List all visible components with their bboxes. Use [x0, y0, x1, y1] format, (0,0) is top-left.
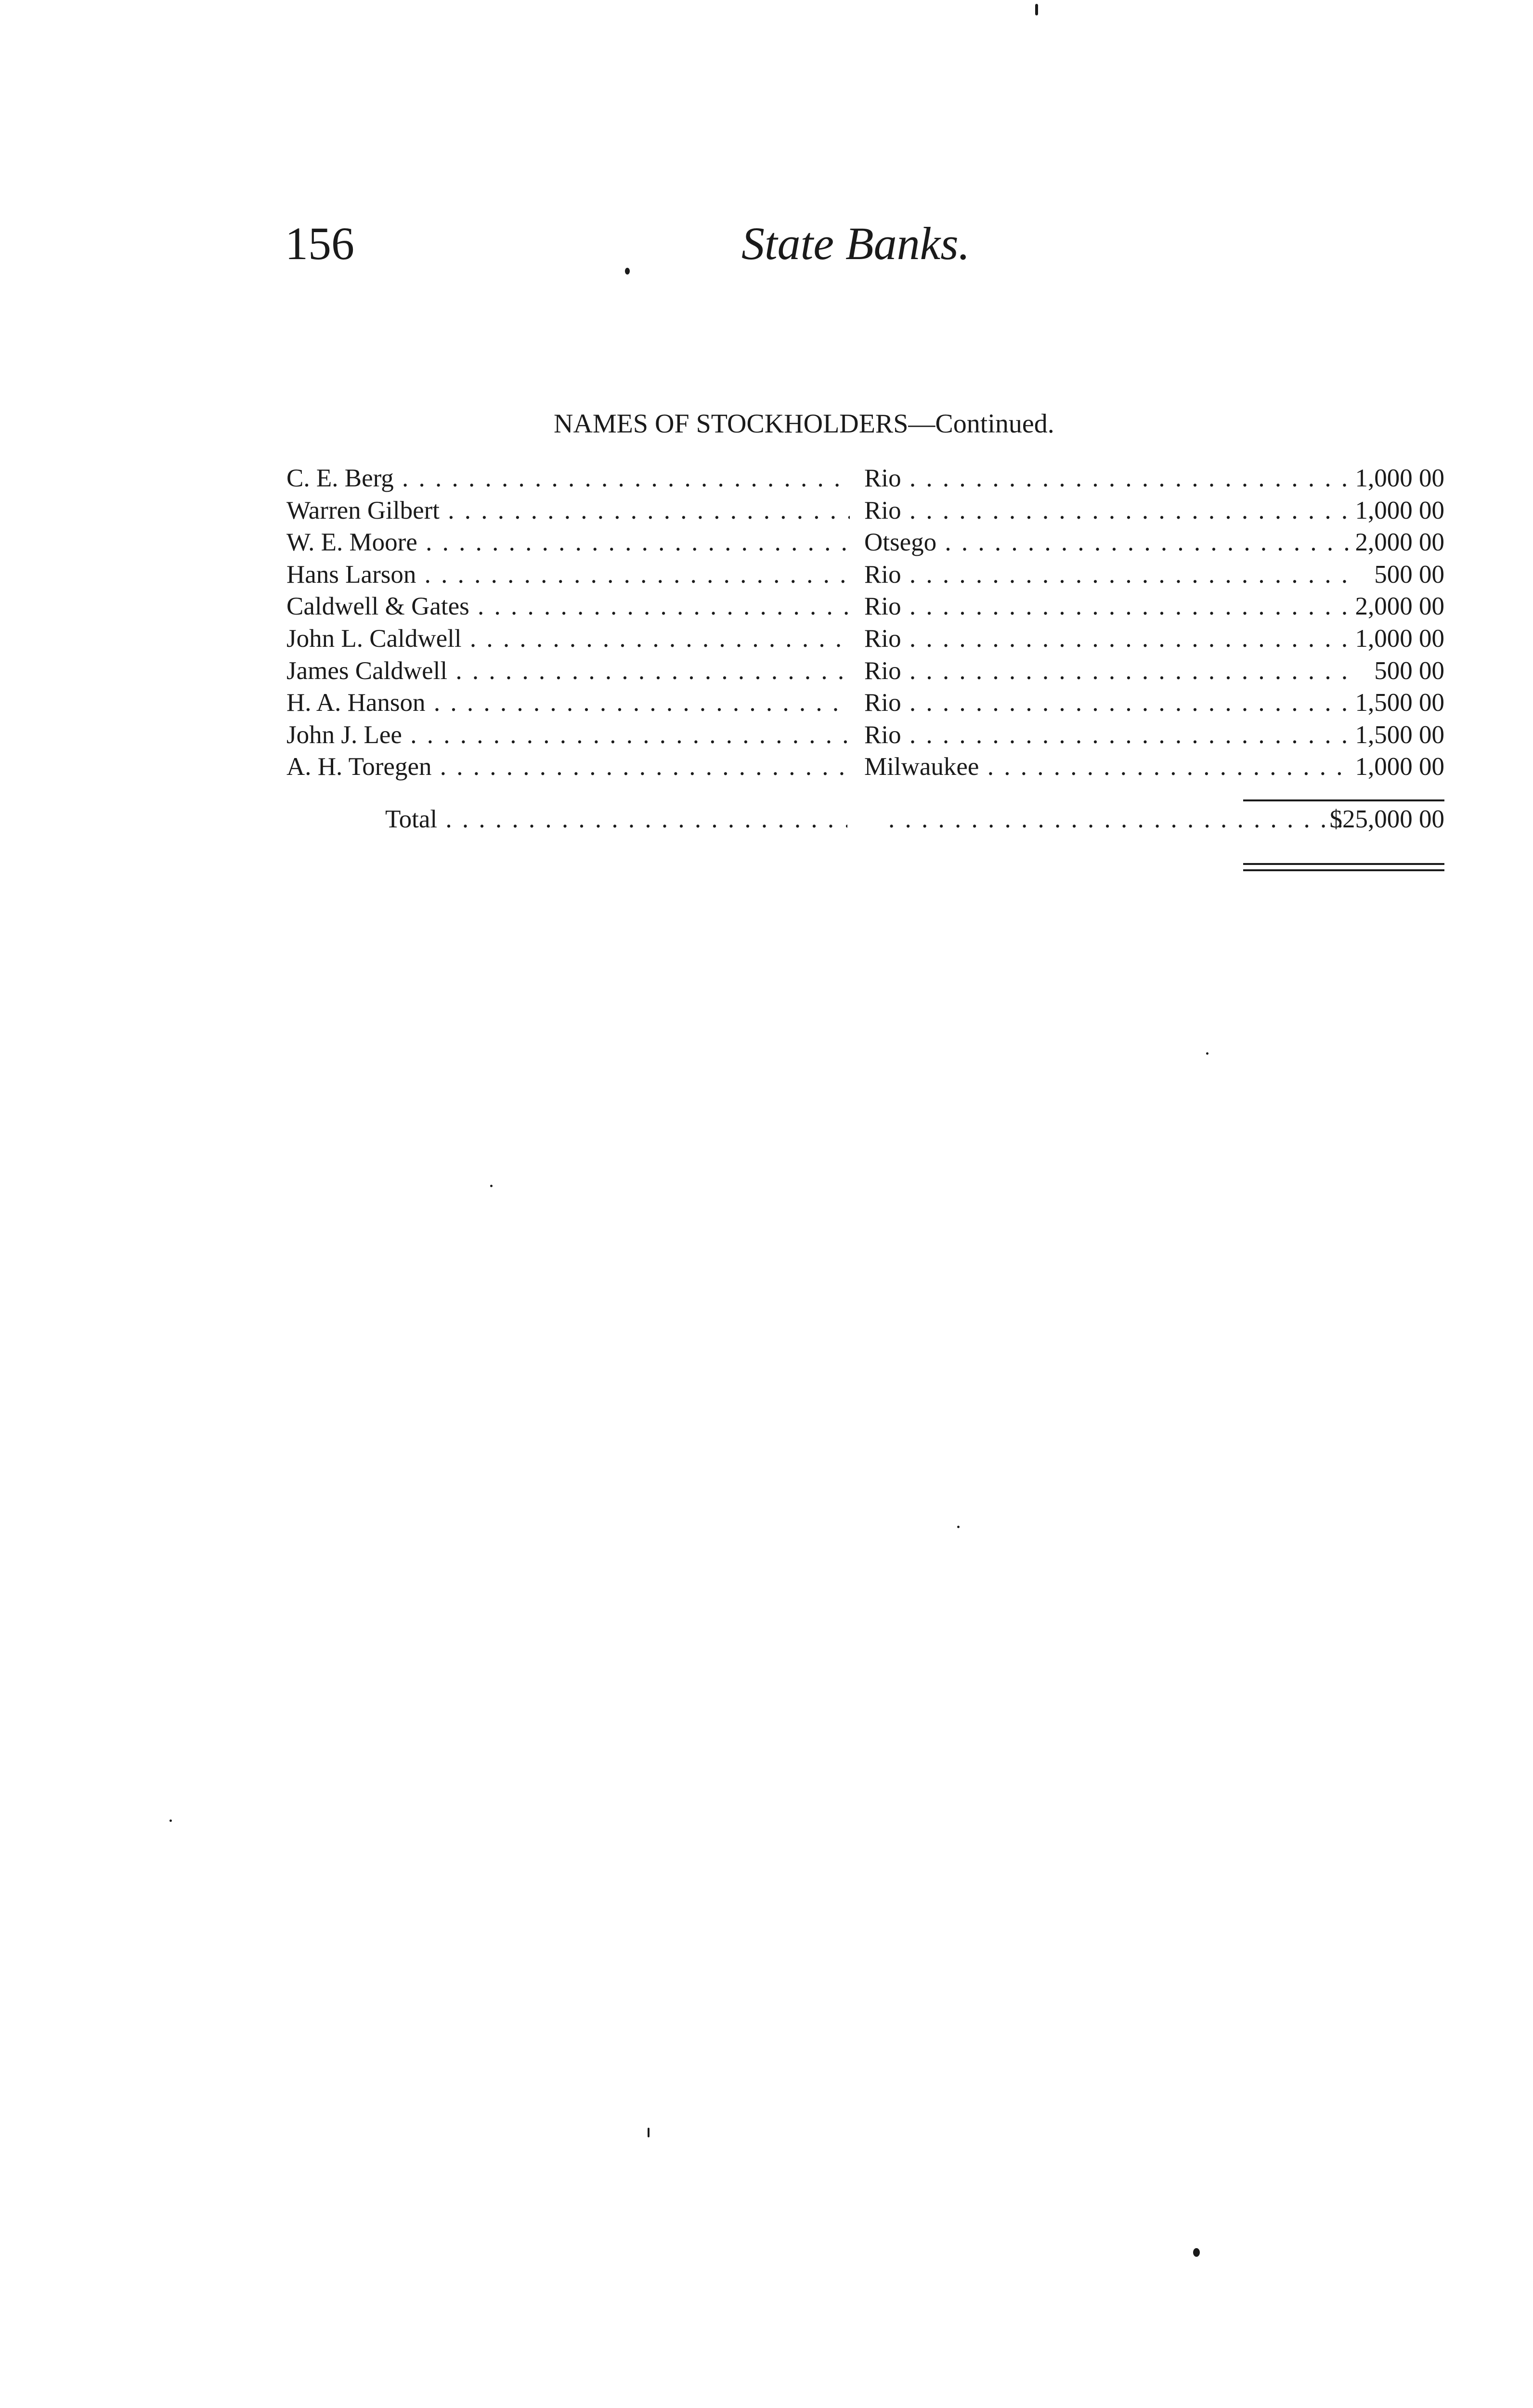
- stockholder-amount: 2,000 00: [1355, 592, 1444, 621]
- stockholder-name: Caldwell & Gates . . .: [286, 590, 850, 623]
- stockholder-name: Warren Gilbert . . .: [286, 495, 850, 527]
- stockholder-place: Rio . . .: [864, 559, 1348, 591]
- stockholder-amount: 1,000 00: [1355, 496, 1444, 524]
- table-row: [286, 719, 1444, 751]
- stockholder-place: Rio . . .: [864, 687, 1348, 719]
- stockholder-amount: 500 00: [1374, 656, 1444, 685]
- stockholder-name: W. E. Moore . . .: [286, 526, 850, 559]
- stockholder-place: Rio . . .: [864, 495, 1348, 527]
- scan-speck: [1206, 1052, 1208, 1055]
- scan-speck: [490, 1185, 493, 1187]
- stockholder-amount: 1,000 00: [1355, 753, 1444, 781]
- stockholder-name: C. E. Berg . . .: [286, 462, 850, 495]
- stockholder-place: Otsego . . .: [864, 526, 1348, 559]
- stockholder-name: Hans Larson . . .: [286, 559, 850, 591]
- scan-speck: [957, 1526, 960, 1528]
- scan-speck: [169, 1819, 172, 1822]
- scan-speck: [1193, 2248, 1200, 2257]
- stockholder-place: Rio . . .: [864, 719, 1348, 751]
- table-row: [286, 462, 1444, 495]
- stockholder-amount: 2,000 00: [1355, 528, 1444, 557]
- table-row: [286, 687, 1444, 719]
- section-title: NAMES OF STOCKHOLDERS—Continued.: [554, 409, 1054, 439]
- stockholder-name: James Caldwell . . .: [286, 655, 850, 687]
- page-number: 156: [285, 218, 354, 269]
- table-row: [286, 495, 1444, 527]
- table-row: [286, 751, 1444, 783]
- table-row: [286, 655, 1444, 687]
- stockholder-place: Rio . . .: [864, 462, 1348, 495]
- stockholder-name: John L. Caldwell . . .: [286, 623, 850, 655]
- scan-speck: [1035, 4, 1038, 15]
- table-row: [286, 623, 1444, 655]
- total-double-rule-bottom: [1243, 869, 1444, 871]
- table-row: [286, 526, 1444, 559]
- table-row: [286, 590, 1444, 623]
- stockholder-place: Milwaukee . . .: [864, 751, 1348, 783]
- scan-speck: [625, 268, 630, 275]
- stockholder-place: Rio . . .: [864, 623, 1348, 655]
- total-double-rule-top: [1243, 863, 1444, 865]
- stockholder-amount: 1,000 00: [1355, 464, 1444, 492]
- stockholder-name: A. H. Toregen . . .: [286, 751, 850, 783]
- total-label: Total . . .: [385, 803, 847, 835]
- total-row: [286, 803, 1444, 835]
- subtotal-rule: [1243, 799, 1444, 801]
- stockholder-amount: 1,500 00: [1355, 689, 1444, 717]
- stockholder-place: Rio . . .: [864, 590, 1348, 623]
- stockholder-amount: 1,000 00: [1355, 624, 1444, 653]
- stockholder-amount: 1,500 00: [1355, 720, 1444, 749]
- total-amount: $25,000 00: [1329, 805, 1444, 833]
- stockholder-name: H. A. Hanson . . .: [286, 687, 850, 719]
- stockholder-name: John J. Lee . . .: [286, 719, 850, 751]
- stockholders-table: [286, 462, 1444, 783]
- table-row: [286, 559, 1444, 591]
- running-head: State Banks.: [741, 218, 970, 269]
- stockholder-place: Rio . . .: [864, 655, 1348, 687]
- stockholder-amount: 500 00: [1374, 560, 1444, 589]
- scan-speck: [648, 2128, 650, 2137]
